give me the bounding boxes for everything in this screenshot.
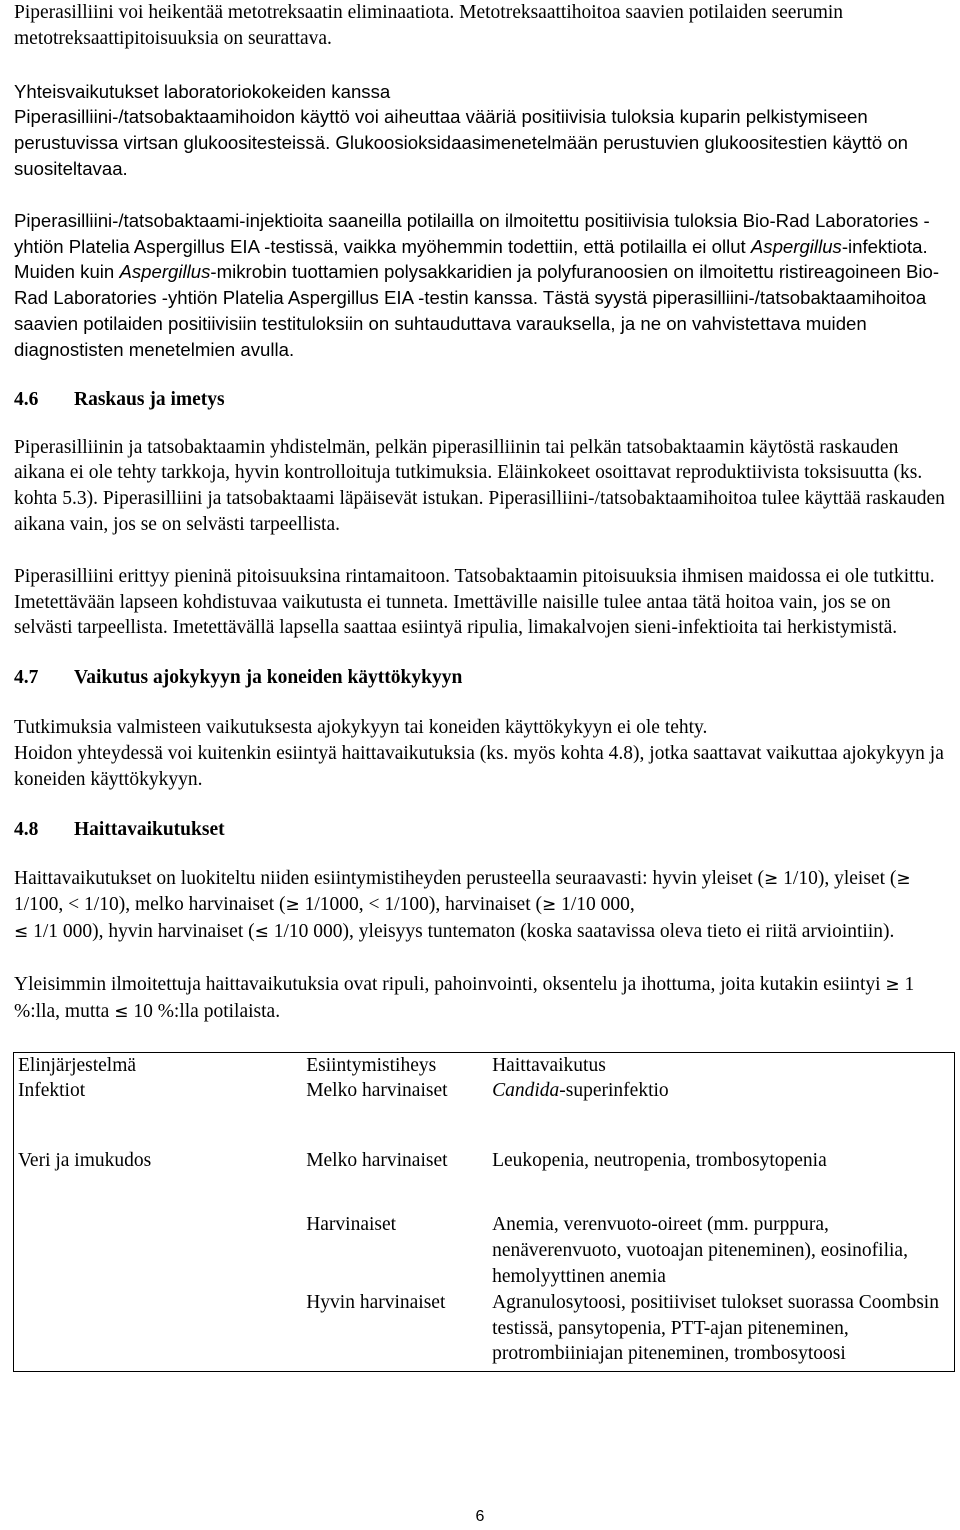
- section-number: 4.7: [14, 667, 39, 689]
- less-equal-symbol: ≤: [114, 1001, 129, 1022]
- section-number: 4.8: [14, 818, 39, 840]
- text-run: -infektiota. Muiden kuin: [14, 235, 928, 283]
- greater-equal-symbol: ≥: [896, 868, 911, 889]
- driving-paragraph-2: Hoidon yhteydessä voi kuitenkin esiintyä haittavaikutuksia (ks. myös kohta 4.8), jotka saattavat vaikuttaa ajokykyyn ja koneiden käyttökykyyn.: [14, 742, 944, 790]
- text-run: -mikrobin tuottamien polysakkaridien ja polyfuranoosien on ilmoitettu ristireagoineen Bio-Rad Laboratories -yhtiön Platelia Aspergillus EIA -testin kanssa. Tästä syystä piperasilliini-/tatsobaktaamihoitoa saavien potilaiden positiivisiin testituloksiin on suhtauduttava varauksella, ja ne on vahvistettava muiden diagnostisten menetelmien avulla.: [14, 261, 940, 360]
- organ-system-cell: Infektiot: [18, 1080, 86, 1102]
- intro-paragraph-1: Piperasilliini voi heikentää metotreksaatin eliminaatiota. Metotreksaattihoitoa saavien potilaiden seerumin metotreksaattipitoisuuksia on seurattava.: [14, 2, 844, 49]
- adverse-effect-cell: Agranulosytoosi, positiiviset tulokset suorassa Coombsin testissä, pansytopenia, PTT-ajan piteneminen, protrombiiniajan piteneminen, trombosytoosi: [492, 1291, 939, 1365]
- section-title: Haittavaikutukset: [74, 818, 225, 840]
- document-page: [14, 0, 946, 1372]
- section-4-8-heading: [14, 817, 946, 843]
- lab-interactions-paragraph: Piperasilliini-/tatsobaktaamihoidon käyttö voi aiheuttaa vääriä positiivisia tuloksia kuparin pelkistymiseen perustuvissa virtsan glukoositesteissä. Glukoosioksidaasimenetelmään perustuvien glukoositestien käyttö on suositeltavaa.: [14, 106, 909, 179]
- text-run: 1/10 000), yleisyys tuntematon (koska saatavissa oleva tieto ei riitä arviointiin).: [268, 921, 895, 943]
- breastfeeding-paragraph: Piperasilliini erittyy pieninä pitoisuuksina rintamaitoon. Tatsobaktaamin pitoisuuksia ihmisen maidossa ei ole tutkittu. Imetettävään lapseen kohdistuvaa vaikutusta ei tunneta. Imettäville naisille tulee antaa tätä hoitoa vain, jos se on selvästi tarpeellista. Imetettävällä lapsella saattaa esiintyä ripulia, limakalvojen sieni-infektioita tai herkistymistä.: [14, 565, 935, 639]
- header-organ-system: Elinjärjestelmä: [18, 1054, 137, 1076]
- section-4-7-heading: [14, 665, 946, 691]
- adverse-effect-cell: Leukopenia, neutropenia, trombosytopenia: [492, 1150, 827, 1172]
- greater-equal-symbol: ≥: [885, 974, 900, 995]
- section-title: Vaikutus ajokykyyn ja koneiden käyttökykyyn: [74, 667, 463, 689]
- text-run: 10 %:lla potilaista.: [128, 1000, 281, 1022]
- italic-organism: Aspergillus: [750, 235, 842, 257]
- lab-interactions-heading: Yhteisvaikutukset laboratoriokokeiden kanssa: [14, 80, 391, 102]
- italic-organism: Aspergillus: [119, 261, 211, 283]
- italic-organism: Candida: [492, 1080, 560, 1102]
- driving-paragraph-1: Tutkimuksia valmisteen vaikutuksesta ajokykyyn tai koneiden käyttökykyyn ei ole tehty.: [14, 717, 708, 739]
- table-row: [14, 1290, 955, 1372]
- section-title: Raskaus ja imetys: [74, 388, 225, 410]
- pregnancy-paragraph: Piperasilliinin ja tatsobaktaamin yhdistelmän, pelkän piperasilliinin tai pelkän tatsobaktaamin käytöstä raskauden aikana ei ole tehty tarkkoja, hyvin kontrolloituja tutkimuksia. Eläinkokeet osoittavat reproduktiivista toksisuutta (ks. kohta 5.3). Piperasilliini ja tatsobaktaami läpäisevät istukan. Piperasilliini-/tatsobaktaamihoitoa tulee käyttää raskauden aikana vain, jos se on selvästi tarpeellista.: [14, 436, 945, 535]
- text-run: 1/10), yleiset (: [778, 867, 897, 889]
- page-number: 6: [475, 1508, 485, 1525]
- greater-equal-symbol: ≥: [542, 895, 557, 916]
- greater-equal-symbol: ≥: [285, 895, 300, 916]
- text-run: 1 %:lla, mutta: [14, 973, 915, 1022]
- frequency-cell: Melko harvinaiset: [306, 1080, 448, 1102]
- text-run: Piperasilliini-/tatsobaktaami-injektioita saaneilla potilailla on ilmoitettu positiivisia tuloksia Bio-Rad Laboratories -yhtiön Platelia Aspergillus EIA -testissä, vaikka myöhemmin todettiin, että potilailla ei ollut: [14, 209, 930, 257]
- adverse-effect-cell: Anemia, verenvuoto-oireet (mm. purppura, nenäverenvuoto, vuotoajan piteneminen), eosinofilia, hemolyyttinen anemia: [492, 1214, 908, 1287]
- text-run: 1/100, < 1/10), melko harvinaiset (: [14, 894, 286, 916]
- less-equal-symbol: ≤: [14, 922, 29, 943]
- less-equal-symbol: ≤: [254, 922, 269, 943]
- common-effects-paragraph: [14, 972, 946, 1026]
- table-header-row: [14, 1052, 955, 1078]
- frequency-cell: Melko harvinaiset: [306, 1150, 448, 1172]
- text-run: Yleisimmin ilmoitettuja haittavaikutuksia ovat ripuli, pahoinvointi, oksentelu ja ihottuma, joita kutakin esiintyi: [14, 973, 886, 995]
- table-row: [14, 1078, 955, 1148]
- text-run: 1/1000, < 1/100), harvinaiset (: [299, 894, 542, 916]
- table-row: [14, 1148, 955, 1212]
- greater-equal-symbol: ≥: [764, 868, 779, 889]
- frequency-definition-paragraph: [14, 866, 946, 946]
- table-row: [14, 1212, 955, 1289]
- adverse-effects-table: [13, 1052, 955, 1373]
- organ-system-cell: [14, 1290, 303, 1372]
- section-number: 4.6: [14, 388, 39, 410]
- text-run: Haittavaikutukset on luokiteltu niiden esiintymistiheyden perusteella seuraavasti: hyvin yleiset (: [14, 867, 765, 889]
- frequency-cell: Harvinaiset: [306, 1214, 397, 1236]
- text-run: -superinfektio: [559, 1080, 669, 1102]
- organ-system-cell: Veri ja imukudos: [18, 1150, 152, 1172]
- aspergillus-paragraph: [14, 208, 946, 363]
- text-run: 1/10 000,: [556, 894, 635, 916]
- frequency-cell: Hyvin harvinaiset: [306, 1291, 446, 1313]
- adverse-effect-cell: [488, 1078, 954, 1148]
- header-frequency: Esiintymistiheys: [306, 1054, 437, 1076]
- section-4-6-heading: [14, 387, 946, 413]
- text-run: 1/1 000), hyvin harvinaiset (: [28, 921, 255, 943]
- organ-system-cell: [14, 1212, 303, 1289]
- header-adverse-effect: Haittavaikutus: [492, 1054, 606, 1076]
